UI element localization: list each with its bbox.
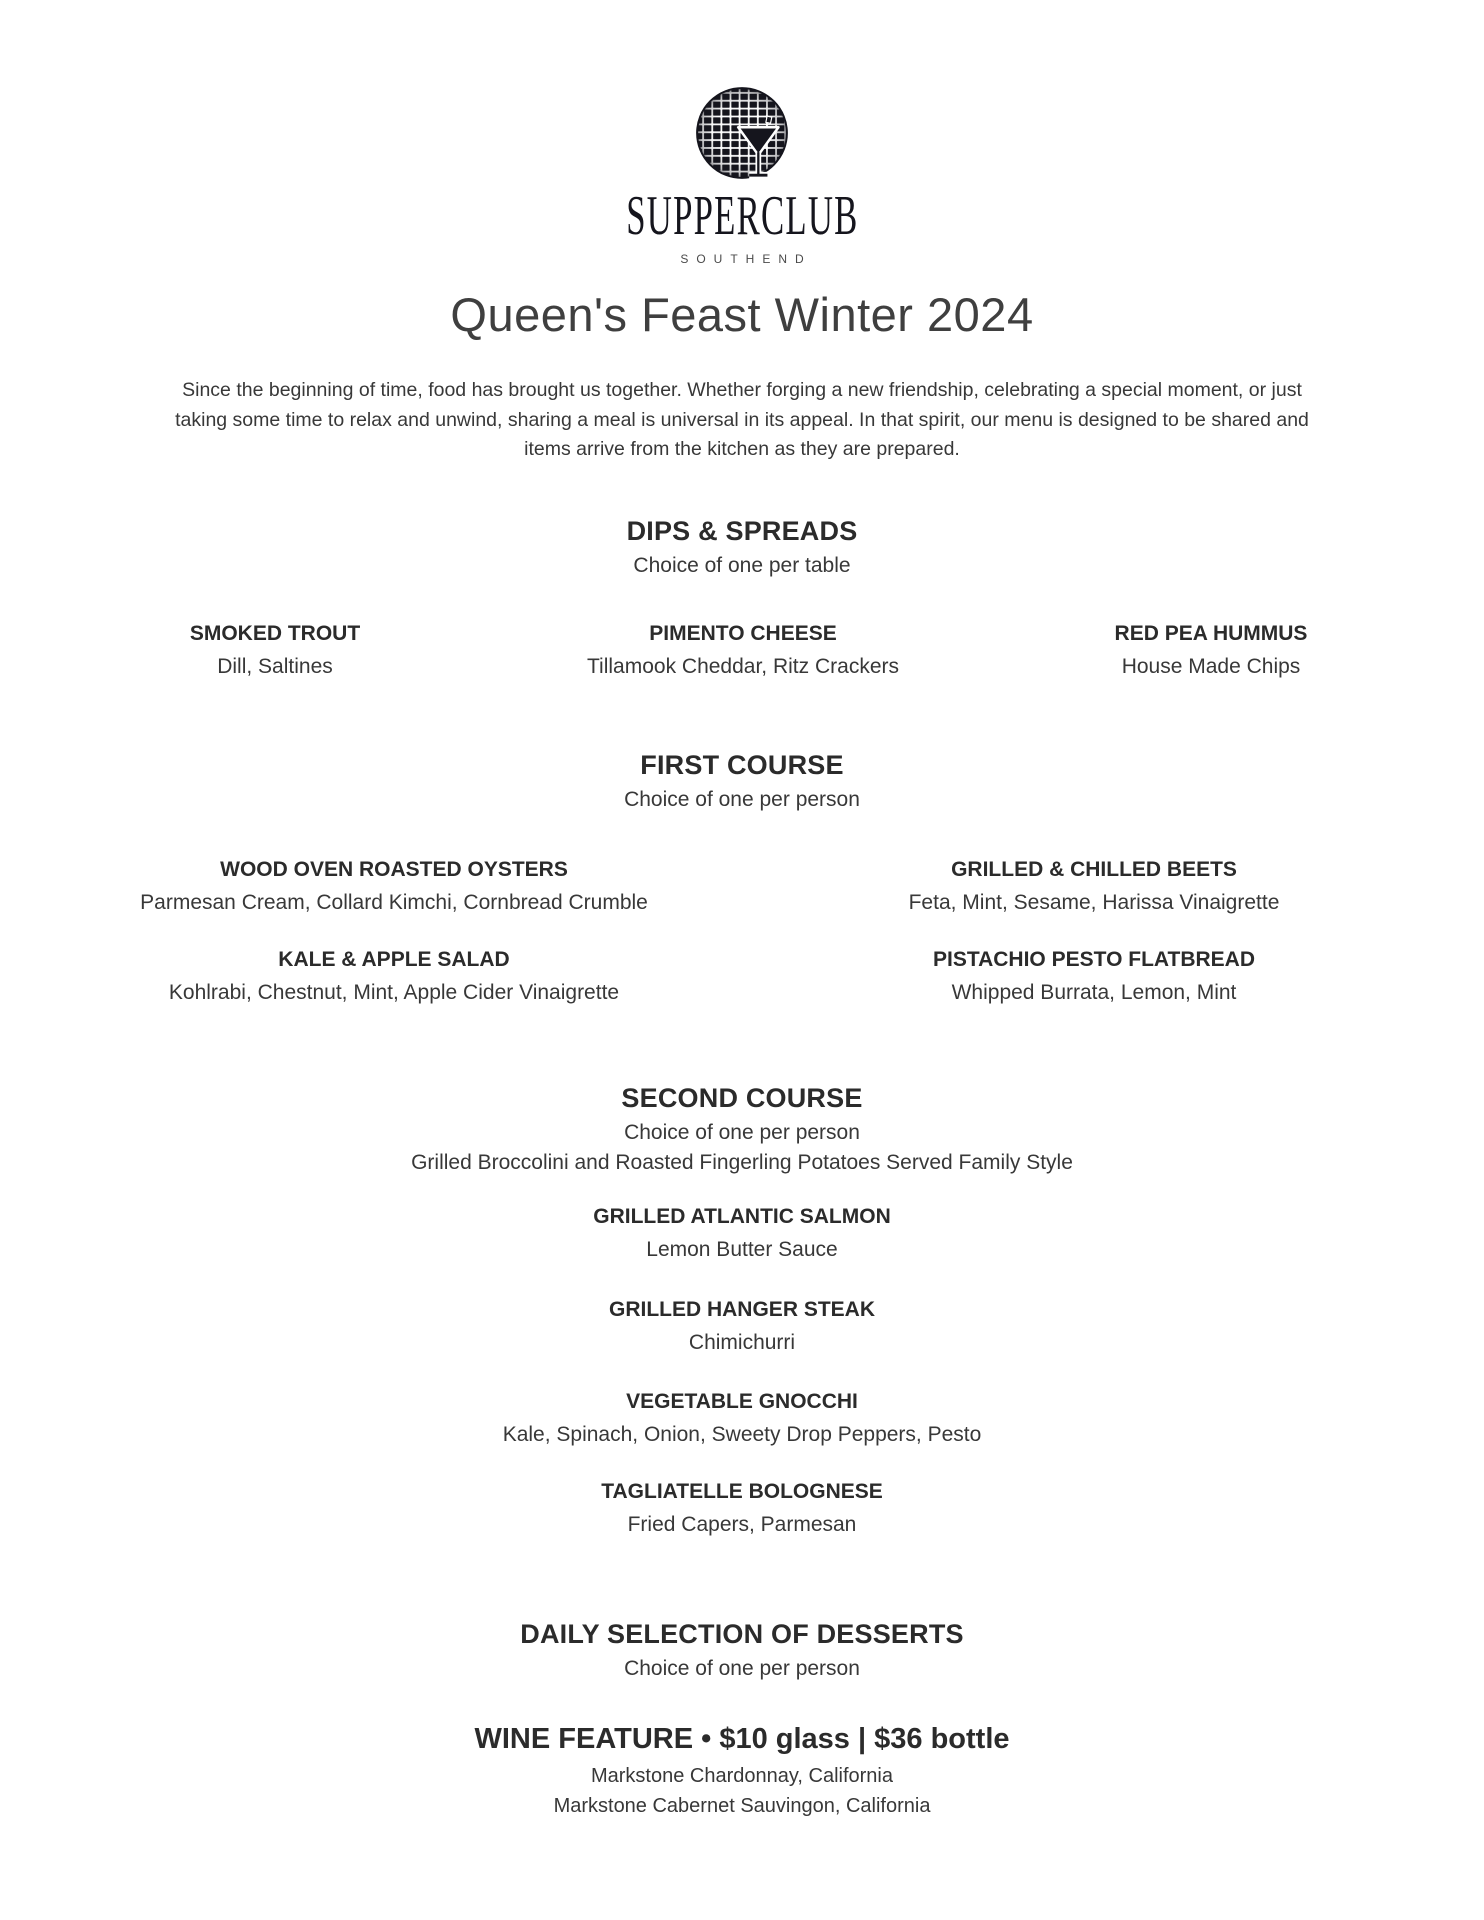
menu-item-description: Feta, Mint, Sesame, Harissa Vinaigrette	[908, 890, 1280, 914]
menu-item	[44, 858, 744, 915]
section-desserts	[0, 1618, 1484, 1681]
section-subtitle: Choice of one per person	[624, 787, 860, 811]
wine-item: Markstone Cabernet Sauvingon, California	[553, 1794, 931, 1817]
menu-item-description: Whipped Burrata, Lemon, Mint	[951, 980, 1237, 1004]
intro-line: taking some time to relax and unwind, sharing a meal is universal in its appeal. In that spirit, our menu is designed to be shared and	[175, 408, 1309, 431]
menu-item-description: Kohlrabi, Chestnut, Mint, Apple Cider Vinaigrette	[168, 980, 620, 1004]
menu-item-name: RED PEA HUMMUS	[1114, 621, 1308, 645]
disco-ball-martini-icon	[694, 85, 790, 181]
menu-item	[41, 622, 509, 679]
section-heading: SECOND COURSE	[621, 1082, 863, 1113]
menu-item-description: Kale, Spinach, Onion, Sweety Drop Peppers, Pesto	[502, 1422, 982, 1446]
menu-item-description: House Made Chips	[1121, 654, 1301, 678]
dips-items-row	[41, 622, 1445, 679]
menu-item-name: GRILLED HANGER STEAK	[608, 1297, 875, 1321]
section-note: Grilled Broccolini and Roasted Fingerling Potatoes Served Family Style	[411, 1150, 1073, 1174]
first-course-row	[44, 948, 1444, 1005]
menu-item-name: KALE & APPLE SALAD	[278, 947, 510, 971]
section-wine-feature	[0, 1722, 1484, 1818]
brand-wordmark	[0, 185, 1484, 247]
section-first-course	[0, 749, 1484, 1005]
brand-logo	[694, 85, 790, 186]
brand-wordmark-text: SUPPERCLUB	[625, 185, 859, 247]
intro-line: items arrive from the kitchen as they are prepared.	[524, 438, 960, 461]
menu-item-description: Fried Capers, Parmesan	[627, 1512, 857, 1536]
menu-item	[44, 948, 744, 1005]
section-dips-and-spreads	[0, 515, 1484, 679]
menu-item-description: Tillamook Cheddar, Ritz Crackers	[587, 654, 899, 678]
menu-item-name: PISTACHIO PESTO FLATBREAD	[932, 947, 1255, 971]
menu-item	[977, 622, 1445, 679]
intro-paragraph	[0, 376, 1484, 465]
menu-item-name: WOOD OVEN ROASTED OYSTERS	[220, 857, 568, 881]
menu-item	[0, 1390, 1484, 1447]
brand-location: SOUTHEND	[680, 252, 812, 266]
menu-item-name: SMOKED TROUT	[189, 621, 361, 645]
first-course-row	[44, 858, 1444, 915]
intro-line: Since the beginning of time, food has brought us together. Whether forging a new friendship, celebrating a special moment, or just	[182, 379, 1302, 402]
menu-item-name: PIMENTO CHEESE	[649, 621, 837, 645]
menu-item-description: Lemon Butter Sauce	[646, 1237, 838, 1261]
menu-item-name: VEGETABLE GNOCCHI	[626, 1389, 858, 1413]
menu-item-name: GRILLED ATLANTIC SALMON	[593, 1204, 891, 1228]
menu-item-name: GRILLED & CHILLED BEETS	[951, 857, 1237, 881]
section-subtitle: Choice of one per person	[624, 1120, 860, 1144]
menu-item-description: Chimichurri	[688, 1330, 796, 1354]
menu-item	[0, 1480, 1484, 1537]
wine-feature-heading: WINE FEATURE • $10 glass | $36 bottle	[474, 1722, 1010, 1755]
menu-item	[0, 1205, 1484, 1262]
menu-item	[744, 948, 1444, 1005]
menu-item	[744, 858, 1444, 915]
menu-item-description: Parmesan Cream, Collard Kimchi, Cornbread Crumble	[140, 890, 648, 914]
menu-item	[0, 1298, 1484, 1355]
menu-item-description: Dill, Saltines	[217, 654, 333, 678]
page-title: Queen's Feast Winter 2024	[450, 288, 1034, 341]
menu-item-name: TAGLIATELLE BOLOGNESE	[601, 1479, 883, 1503]
menu-item	[509, 622, 977, 679]
section-heading: DIPS & SPREADS	[626, 515, 858, 546]
section-subtitle: Choice of one per person	[624, 1656, 860, 1680]
section-heading: FIRST COURSE	[640, 749, 844, 780]
section-heading: DAILY SELECTION OF DESSERTS	[520, 1618, 964, 1649]
wine-item: Markstone Chardonnay, California	[590, 1764, 893, 1787]
section-second-course	[0, 1082, 1484, 1537]
section-subtitle: Choice of one per table	[633, 553, 851, 577]
